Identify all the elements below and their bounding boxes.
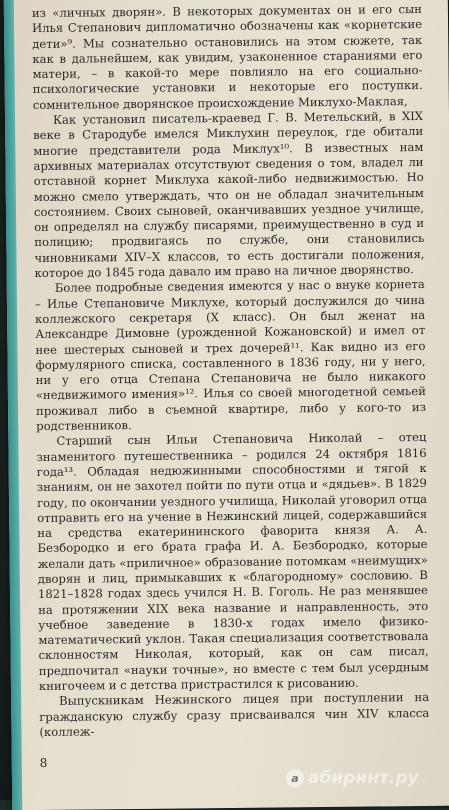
book-page [4, 0, 449, 810]
labirint-logo-icon: a [286, 769, 304, 787]
paragraph-2: Как установил писатель-краевед Г. В. Метельский, в XIX веке в Стародубе имелся Миклухин переулок, где обитали многие представители рода Миклух¹⁰. В известных нам архивных материалах отсутствуют сведения о том, владел ли отставной корнет Миклуха какой-либо недвижимостью. Но можно смело утверждать, что он не обладал значительным состоянием. Своих сыновей, оканчивавших уездное училище, он определял на службу писарями, преимущественно в суд и полицию; продвигаясь по службе, они становились чиновниками XIV–X классов, то есть достигали положения, которое до 1845 года давало им право на личное дворянство. [33, 109, 425, 281]
body-text [32, 2, 430, 740]
watermark-text: абиринт.ру [308, 768, 419, 788]
watermark [286, 768, 419, 788]
paragraph-5: Выпускникам Нежинского лицея при поступлении на гражданскую службу сразу присваивался чин XIV класса (коллеж- [39, 690, 430, 739]
paragraph-1: из «личных дворян». В некоторых документах он и его сын Илья Степанович дипломатично обозначены как «корнетские дети»⁹. Мы сознательно остановились на этом сюжете, так как в дальнейшем, как увидим, узаконенное стараниями его матери, – в какой-то мере повлияло на его социально-психологические установки и некоторые его поступки. сомнительное дворянское происхождение Миклухо-Маклая, [31, 1, 423, 112]
paragraph-3: Более подробные сведения имеются у нас о внуке корнета – Илье Степановиче Миклухе, который дослужился до чина коллежского секретаря (X класс). Он был женат на Александре Димовне (урожденной Кожановской) и имел от нее шестерых сыновей и трех дочерей¹¹. Как видно из его формулярного списка, составленного в 1836 году, ни у него, ни у его отца Степана Степановича не было никакого «недвижимого имения»¹². Илья со своей многодетной семьей проживал либо в съемной квартире, либо у кого-то из родственников. [34, 277, 427, 434]
paragraph-4: Старший сын Ильи Степановича Николай – отец знаменитого путешественника – родился 24 октября 1816 года¹³. Обладая недюжинными способностями и тягой к знаниям, он не захотел пойти по пути отца и «дядьев». В 1829 году, по окончании уездного училища, Николай уговорил отца отправить его на учение в Нежинский лицей, содержавшийся на средства екатерининского фаворита князя А. А. Безбородко и его брата графа И. А. Безбородко, которые желали дать «приличное» образование потомкам «неимущих» дворян и лиц, примыкавших к «благородному» сословию. В 1821–1828 годах здесь учился Н. В. Гоголь. Не раз менявшее на протяжении XIX века название и направленность, это учебное заведение в 1830-х годах имело физико-математический уклон. Такая специализация соответствовала склонностям Николая, который, как он сам писал, предпочитал «науки точные», но вместе с тем был усердным книгочеем и с детства пристрастился к рисованию. [36, 430, 429, 694]
page-number: 8 [39, 755, 48, 771]
